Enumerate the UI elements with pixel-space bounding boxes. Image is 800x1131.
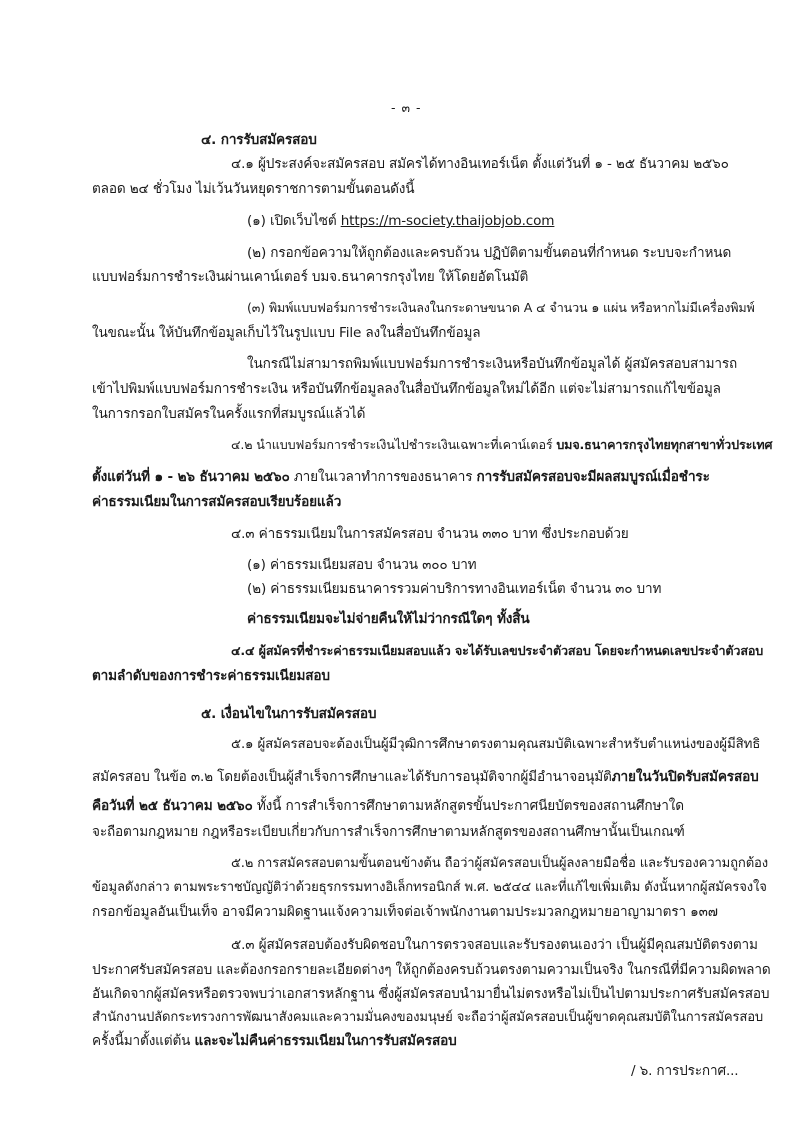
para-5-1-date: คือวันที่ ๒๕ ธันวาคม ๒๕๖๐ bbox=[92, 798, 253, 814]
para-4-1-line-1: ๔.๑ ผู้ประสงค์จะสมัครสอบ สมัครได้ทางอินเทอร์เน็ต ตั้งแต่วันที่ ๑ - ๒๕ ธันวาคม ๒๕๖๐ bbox=[231, 156, 729, 172]
para-5-1-line-3-b: ทั้งนี้ การสำเร็จการศึกษาตามหลักสูตรขั้นประกาศนียบัตรของสถานศึกษาใด bbox=[252, 798, 684, 814]
para-4-2-complete: การรับสมัครสอบจะมีผลสมบูรณ์เมื่อชำระ bbox=[476, 469, 710, 485]
para-4-4-line-1: ๔.๔ ผู้สมัครที่ชำระค่าธรรมเนียมสอบแล้ว จะได้รับเลขประจำตัวสอบ โดยจะกำหนดเลขประจำตัวสอบ bbox=[231, 643, 764, 658]
para-5-3-line-1: ๕.๓ ผู้สมัครสอบต้องรับผิดชอบในการตรวจสอบและรับรองตนเองว่า เป็นผู้มีคุณสมบัติตรงตาม bbox=[231, 937, 758, 953]
step-2-line-1: (๒) กรอกข้อความให้ถูกต้องและครบถ้วน ปฏิบัติตามขั้นตอนที่กำหนด ระบบจะกำหนด bbox=[247, 245, 732, 261]
section-4-heading: ๔. การรับสมัครสอบ bbox=[201, 132, 317, 148]
step-1-line bbox=[247, 211, 554, 231]
para-4-2-line-3: ค่าธรรมเนียมในการสมัครสอบเรียบร้อยแล้ว bbox=[92, 494, 342, 510]
para-4-2-dates: ตั้งแต่วันที่ ๑ - ๒๖ ธันวาคม ๒๕๖๐ bbox=[92, 469, 290, 485]
para-5-1-line-4: จะถือตามกฎหมาย กฎหรือระเบียบเกี่ยวกับการสำเร็จการศึกษาตามหลักสูตรของสถานศึกษานั้นเป็นเกณฑ์ bbox=[92, 824, 685, 840]
para-5-2-line-1: ๕.๒ การสมัครสอบตามขั้นตอนข้างต้น ถือว่าผู้สมัครสอบเป็นผู้ลงลายมือชื่อ และรับรองความถูกต้อง bbox=[231, 856, 769, 871]
para-5-1-line-1: ๕.๑ ผู้สมัครสอบจะต้องเป็นผู้มีวุฒิการศึกษาตรงตามคุณสมบัติเฉพาะสำหรับตำแหน่งของผู้มีสิทธิ bbox=[231, 737, 761, 752]
step-3-line-4: เข้าไปพิมพ์แบบฟอร์มการชำระเงิน หรือบันทึกข้อมูลลงในสื่อบันทึกข้อมูลใหม่ได้อีก แต่จะไม่สามารถแก้ไขข้อมูล bbox=[92, 381, 721, 397]
step-3-line-3: ในกรณีไม่สามารถพิมพ์แบบฟอร์มการชำระเงินหรือบันทึกข้อมูลได้ ผู้สมัครสอบสามารถ bbox=[247, 356, 738, 372]
section-5-heading: ๕. เงื่อนไขในการรับสมัครสอบ bbox=[201, 706, 377, 722]
para-5-2-line-2: ข้อมูลดังกล่าว ตามพระราชบัญญัติว่าด้วยธุรกรรมทางอิเล็กทรอนิกส์ พ.ศ. ๒๕๔๔ และที่แก้ไขเพิ่มเติม ดังนั้นหากผู้สมัครจงใจ bbox=[92, 880, 767, 895]
para-5-3-line-4: สำนักงานปลัดกระทรวงการพัฒนาสังคมและความมั่นคงของมนุษย์ จะถือว่าผู้สมัครสอบเป็นผู้ขาดคุณสมบัติในการสมัครสอบ bbox=[92, 1010, 764, 1025]
step-2-line-2: แบบฟอร์มการชำระเงินผ่านเคาน์เตอร์ บมจ.ธนาคารกรุงไทย ให้โดยอัตโนมัติ bbox=[92, 269, 529, 285]
para-4-1-line-2: ตลอด ๒๔ ชั่วโมง ไม่เว้นวันหยุดราชการตามขั้นตอนดังนี้ bbox=[92, 181, 415, 197]
para-5-1-closing: ภายในวันปิดรับสมัครสอบ bbox=[611, 769, 759, 785]
step-1-prefix: (๑) เปิดเว็บไซต์ bbox=[247, 213, 341, 229]
para-5-2-line-3: กรอกข้อมูลอันเป็นเท็จ อาจมีความผิดฐานแจ้งความเท็จต่อเจ้าพนักงานตามประมวลกฎหมายอาญามาตรา ๑๓๗ bbox=[92, 904, 718, 920]
website-link[interactable]: https://m-society.thaijobjob.com bbox=[340, 213, 555, 229]
para-5-1-line-2 bbox=[92, 767, 770, 787]
para-4-2-line-2 bbox=[92, 467, 772, 487]
step-3-line-2: ในขณะนั้น ให้บันทึกข้อมูลเก็บไว้ในรูปแบบ File ลงในสื่อบันทึกข้อมูล bbox=[92, 325, 481, 341]
fee-no-refund-note: ค่าธรรมเนียมจะไม่จ่ายคืนให้ไม่ว่ากรณีใดๆ ทั้งสิ้น bbox=[247, 611, 530, 627]
para-5-1-line-2-a: สมัครสอบ ในข้อ ๓.๒ โดยต้องเป็นผู้สำเร็จการศึกษาและได้รับการอนุมัติจากผู้มีอำนาจอนุมัติ bbox=[92, 769, 612, 785]
para-4-3-line-1: ๔.๓ ค่าธรรมเนียมในการสมัครสอบ จำนวน ๓๓๐ บาท ซึ่งประกอบด้วย bbox=[231, 526, 629, 542]
page-number: - ๓ - bbox=[391, 100, 422, 115]
step-3-line-1: (๓) พิมพ์แบบฟอร์มการชำระเงินลงในกระดาษขนาด A ๔ จำนวน ๑ แผ่น หรือหากไม่มีเครื่องพิมพ์ bbox=[247, 300, 755, 315]
para-4-2-line-1-a: ๔.๒ นำแบบฟอร์มการชำระเงินไปชำระเงินเฉพาะที่เคาน์เตอร์ bbox=[231, 437, 557, 452]
fee-item-2: (๒) ค่าธรรมเนียมธนาคารรวมค่าบริการทางอินเทอร์เน็ต จำนวน ๓๐ บาท bbox=[247, 581, 662, 597]
para-5-3-line-3: อันเกิดจากผู้สมัครหรือตรวจพบว่าเอกสารหลักฐาน ซึ่งผู้สมัครสอบนำมายื่นไม่ตรงหรือไม่เป็นไปตามประกาศรับสมัครสอบ bbox=[92, 986, 770, 1002]
para-5-3-line-2: ประกาศรับสมัครสอบ และต้องกรอกรายละเอียดต่างๆ ให้ถูกต้องครบถ้วนตรงตามความเป็นจริง ในกรณีที่มีความผิดพลาด bbox=[92, 962, 771, 978]
para-5-1-line-3 bbox=[92, 796, 762, 816]
para-5-3-no-refund: และจะไม่คืนค่าธรรมเนียมในการรับสมัครสอบ bbox=[194, 1033, 457, 1049]
para-4-2-hours: ภายในเวลาทำการของธนาคาร bbox=[289, 469, 477, 485]
para-4-4-line-2: ตามลำดับของการชำระค่าธรรมเนียมสอบ bbox=[92, 668, 330, 684]
para-5-3-line-5-a: ครั้งนี้มาตั้งแต่ต้น bbox=[92, 1033, 195, 1049]
step-3-line-5: ในการกรอกใบสมัครในครั้งแรกที่สมบูรณ์แล้วได้ bbox=[92, 406, 366, 422]
fee-item-1: (๑) ค่าธรรมเนียมสอบ จำนวน ๓๐๐ บาท bbox=[247, 557, 477, 573]
para-5-3-line-5 bbox=[92, 1031, 532, 1051]
continuation-note: / ๖. การประกาศ... bbox=[631, 1063, 739, 1079]
para-4-2-bank: บมจ.ธนาคารกรุงไทยทุกสาขาทั่วประเทศ bbox=[556, 437, 773, 452]
para-4-2-line-1 bbox=[231, 435, 771, 455]
